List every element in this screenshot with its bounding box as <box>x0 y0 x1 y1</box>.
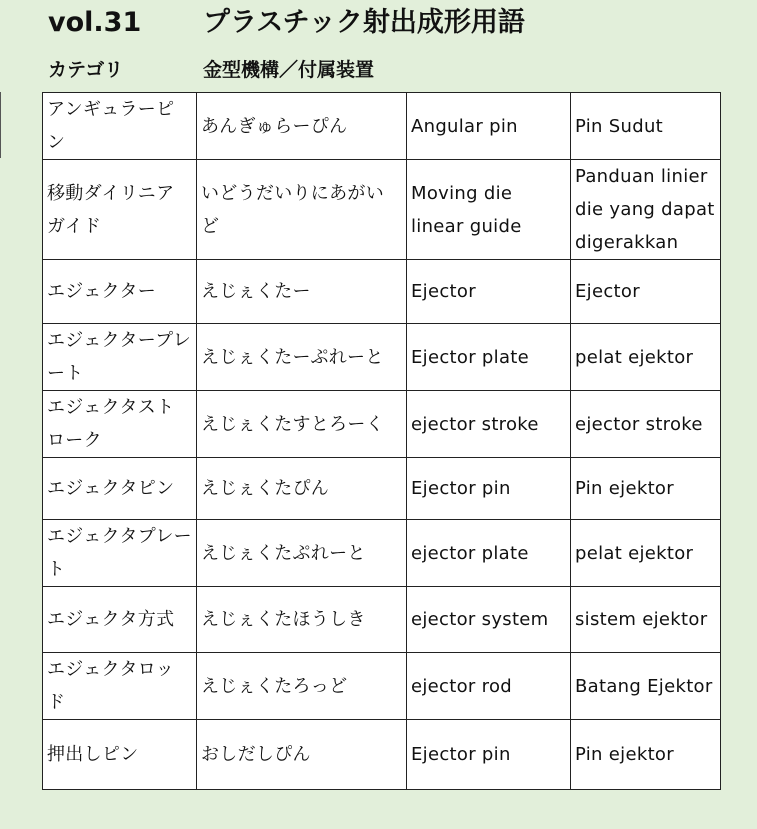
english-cell: ejector stroke <box>407 391 571 458</box>
reading-cell: えじぇくたほうしき <box>197 587 407 653</box>
english-cell: Ejector plate <box>407 324 571 391</box>
title-row <box>0 2 757 44</box>
reading-cell: えじぇくたー <box>197 260 407 324</box>
table-row <box>43 260 721 324</box>
indonesian-cell: ejector stroke <box>571 391 721 458</box>
table-row <box>43 391 721 458</box>
japanese-term-cell: エジェクタピン <box>43 458 197 520</box>
category-label: カテゴリ <box>48 59 124 81</box>
english-cell: Ejector <box>407 260 571 324</box>
indonesian-cell: sistem ejektor <box>571 587 721 653</box>
indonesian-cell: Pin ejektor <box>571 720 721 790</box>
table-row <box>43 653 721 720</box>
reading-cell: えじぇくたすとろーく <box>197 391 407 458</box>
english-cell: Ejector pin <box>407 720 571 790</box>
japanese-term-cell: エジェクタロッド <box>43 653 197 720</box>
indonesian-cell: Pin ejektor <box>571 458 721 520</box>
category-row <box>0 52 757 94</box>
english-cell: Ejector pin <box>407 458 571 520</box>
indonesian-cell: pelat ejektor <box>571 520 721 587</box>
japanese-term-cell: 移動ダイリニアガイド <box>43 160 197 260</box>
table-row <box>43 324 721 391</box>
reading-cell: えじぇくたろっど <box>197 653 407 720</box>
table-row <box>43 587 721 653</box>
reading-cell: えじぇくたぷれーと <box>197 520 407 587</box>
category-value: 金型機構／付属装置 <box>203 59 375 81</box>
indonesian-cell: Ejector <box>571 260 721 324</box>
english-cell: ejector system <box>407 587 571 653</box>
english-cell: Moving die linear guide <box>407 160 571 260</box>
indonesian-cell: Panduan linier die yang dapat digerakkan <box>571 160 721 260</box>
reading-cell: いどうだいりにあがいど <box>197 160 407 260</box>
indonesian-cell: pelat ejektor <box>571 324 721 391</box>
english-cell: ejector plate <box>407 520 571 587</box>
japanese-term-cell: エジェクター <box>43 260 197 324</box>
english-cell: ejector rod <box>407 653 571 720</box>
table-row <box>43 458 721 520</box>
reading-cell: えじぇくたーぷれーと <box>197 324 407 391</box>
japanese-term-cell: エジェクタプレート <box>43 520 197 587</box>
indonesian-cell: Batang Ejektor <box>571 653 721 720</box>
reading-cell: あんぎゅらーぴん <box>197 93 407 160</box>
page-title: プラスチック射出成形用語 <box>203 7 525 38</box>
volume-label: vol.31 <box>48 7 142 38</box>
japanese-term-cell: エジェクタストローク <box>43 391 197 458</box>
sheet-edge-line <box>0 92 1 158</box>
japanese-term-cell: エジェクタープレート <box>43 324 197 391</box>
japanese-term-cell: アンギュラーピン <box>43 93 197 160</box>
table-row <box>43 720 721 790</box>
reading-cell: おしだしぴん <box>197 720 407 790</box>
reading-cell: えじぇくたぴん <box>197 458 407 520</box>
english-cell: Angular pin <box>407 93 571 160</box>
glossary-table <box>42 92 721 790</box>
table-row <box>43 93 721 160</box>
table-row <box>43 160 721 260</box>
table-row <box>43 520 721 587</box>
indonesian-cell: Pin Sudut <box>571 93 721 160</box>
japanese-term-cell: 押出しピン <box>43 720 197 790</box>
japanese-term-cell: エジェクタ方式 <box>43 587 197 653</box>
